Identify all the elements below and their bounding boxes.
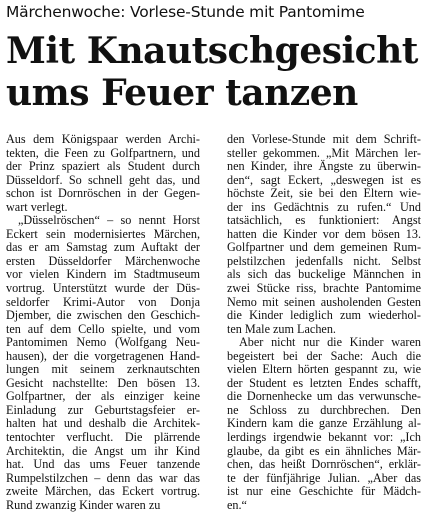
body-text-line: lungen mit seinem zerknautschten — [6, 362, 200, 377]
body-text-line: den“, sagt Eckert, „deswegen ist es — [227, 172, 421, 187]
body-text-line: Eckert sein modernisiertes Märchen, — [6, 226, 200, 241]
body-text-line: Rund zwanzig Kinder waren zu — [6, 497, 161, 512]
body-text-line: hatten die Kinder vor dem bösen 13. — [227, 226, 421, 241]
article-column-left — [6, 133, 200, 512]
body-text-line: Kindern kam die ganze Erzählung al- — [227, 416, 421, 431]
headline-line: ums Feuer tanzen — [6, 72, 358, 114]
body-text-line: nen Kinder, ihre Ängste zu überwin- — [227, 159, 421, 174]
body-text-line: glaube, da gibt es ein ähnliches Mär- — [227, 443, 421, 458]
body-text-line: Aber nicht nur die Kinder waren — [239, 335, 421, 350]
body-text-line: seldorfer Krimi-Autor von Donja — [6, 294, 200, 309]
body-text-line: Architektin, die Angst um ihr Kind — [6, 443, 200, 458]
article-kicker: Märchenwoche: Vorlese-Stunde mit Pantomime — [6, 3, 365, 21]
body-text-line: Aus dem Königspaar werden Archi- — [6, 132, 200, 146]
body-text-line: pelstilzchen jedenfalls nicht. Selbst — [227, 253, 421, 268]
body-text-line: vielen Eltern hörten gespannt zu, wie — [227, 362, 421, 377]
headline-line: Mit Knautschgesicht — [6, 30, 418, 72]
body-text-line: der Prinz spaziert als Student durch — [6, 159, 200, 174]
body-text-line: chen, das heißt Dornröschen“, erklär- — [227, 457, 421, 472]
body-text-line: Einladung zur Geburtstagsfeier er- — [6, 402, 200, 417]
body-text-line: Gesicht nachstellte: Den bösen 13. — [6, 375, 200, 390]
body-text-line: ten Male zum Lachen. — [227, 321, 336, 336]
body-text-line: ne Schloss zu durchbrechen. Den — [227, 402, 421, 417]
body-text-line: en.“ — [227, 497, 247, 512]
body-text-line: als sich das buckelige Männchen in — [227, 267, 421, 282]
body-text-line: Rumpelstilzchen – denn das war das — [6, 470, 200, 485]
body-text-line: der ins Gedächtnis zu rufen.“ Und — [227, 199, 421, 214]
body-text-line: Pantomimen Nemo (Wolfgang Neu- — [6, 335, 200, 350]
body-text-line: die Kinder lediglich zum wiederhol- — [227, 308, 421, 323]
body-text-line: hausen), der die vorgetragenen Hand- — [6, 348, 200, 363]
body-text-line: tentochter verflucht. Die plärrende — [6, 430, 200, 445]
body-text-line: te der fünfjährige Julian. „Aber das — [227, 470, 421, 485]
body-text-line: zweite Märchen, das Eckert vortrug. — [6, 484, 200, 499]
body-text-line: den Vorlese-Stunde mit dem Schrift- — [227, 132, 421, 146]
body-text-line: die Dornenhecke um das verwunsche- — [227, 389, 421, 404]
body-text-line: hat. Und das ums Feuer tanzende — [6, 457, 200, 472]
body-text-line: vortrug. Unterstützt wurde der Düs- — [6, 281, 200, 296]
body-text-line: begeistert bei der Sache: Auch die — [227, 348, 421, 363]
body-text-line: das er am Samstag zum Auftakt der — [6, 240, 200, 255]
article-column-right — [227, 133, 421, 512]
body-text-line: ten auf dem Cello spielte, und vom — [6, 321, 200, 336]
body-text-line: vor vielen Kindern im Stadtmuseum — [6, 267, 200, 282]
body-text-line: steller gekommen. „Mit Märchen ler- — [227, 145, 421, 160]
body-text-line: tekten, die Feen zu Golfpartnern, und — [6, 145, 200, 160]
body-text-line: der Student es letzten Endes schafft, — [227, 375, 421, 390]
body-text-line: tatsächlich, es funktioniert: Angst — [227, 213, 421, 228]
body-text-line: zwei Stücke riss, brachte Pantomime — [227, 281, 421, 296]
body-text-line: Golfpartner und dem gemeinen Rum- — [227, 240, 421, 255]
body-text-line: „Düsselröschen“ – so nennt Horst — [18, 213, 200, 228]
body-text-line: ersten Düsseldorfer Märchenwoche — [6, 253, 200, 268]
body-text-line: halten hat und deshalb die Architek- — [6, 416, 200, 431]
body-text-line: schon ist Dornröschen in der Gegen- — [6, 186, 200, 201]
body-text-line: Golfpartner, der als einziger keine — [6, 389, 200, 404]
body-text-line: ist nur eine Geschichte für Mädch- — [227, 484, 421, 499]
body-text-line: Djember, die zwischen den Geschich- — [6, 308, 200, 323]
body-text-line: Nemo mit seinen ausholenden Gesten — [227, 294, 421, 309]
article-headline — [6, 30, 421, 114]
body-text-line: wart verlegt. — [6, 199, 68, 214]
body-text-line: höchste Zeit, sie bei den Eltern wie- — [227, 186, 421, 201]
body-text-line: Düsseldorf. So schnell geht das, und — [6, 172, 200, 187]
body-text-line: lerdings irgendwie bekannt vor: „Ich — [227, 430, 421, 445]
